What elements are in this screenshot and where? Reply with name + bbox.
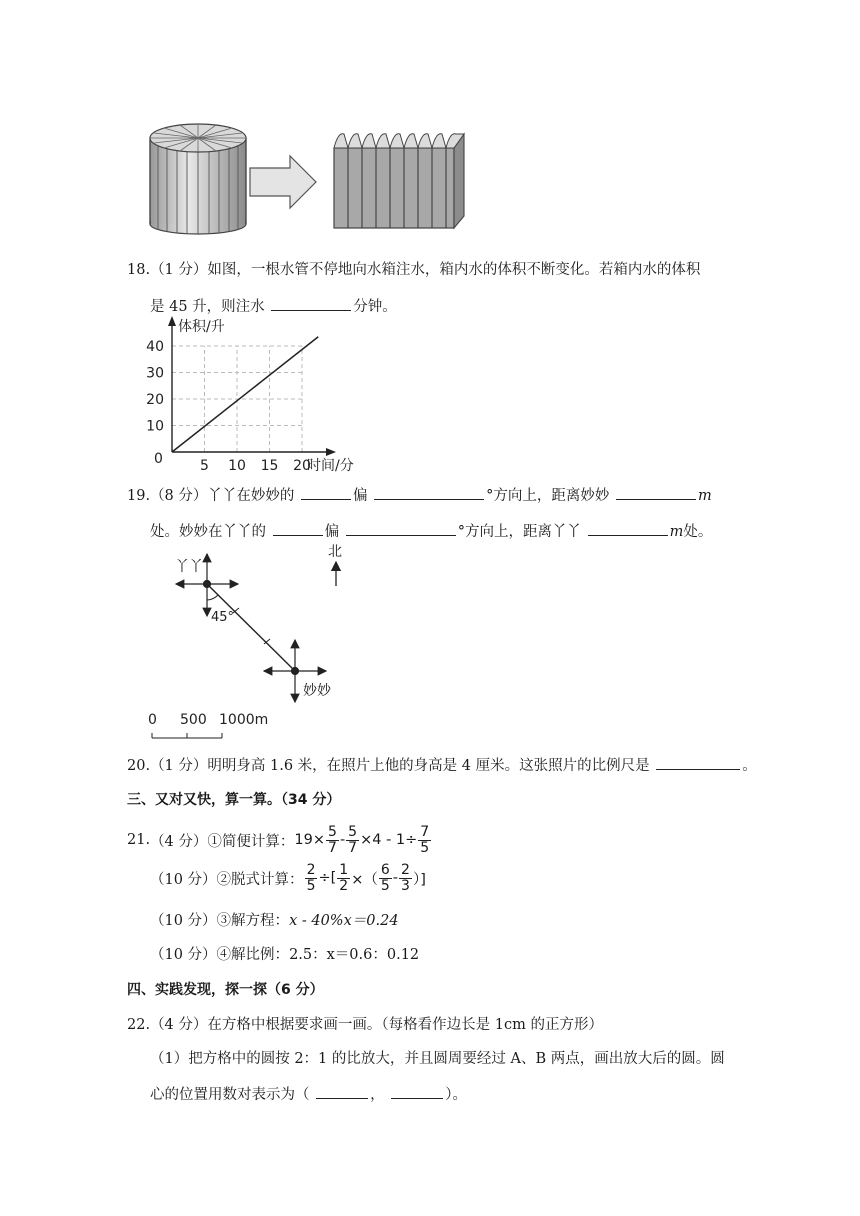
chart-series [172,337,318,452]
q19-line2-c: °方向上，距离丫丫 [457,523,581,540]
chart-xlabel: 时间/分 [307,458,354,474]
chart-x-tick-label: 10 [228,458,246,474]
q21-p2-frac1 [305,863,318,894]
q19-line2 [150,519,712,541]
north-arrow-icon [328,544,342,586]
chart-origin-label: 0 [154,451,163,467]
frac-denominator: 5 [306,877,316,894]
q19-blank-1[interactable] [301,483,351,500]
q20-line [127,753,757,775]
q19-blank-5[interactable] [346,519,456,536]
chart-y-tick-label: 20 [146,392,164,408]
q21-p2-c: - [392,870,399,886]
q22-sub1-line2-c: ）。 [445,1086,467,1103]
q20-number: 20. [127,757,151,774]
q21-p4-expr: 2.5：x＝0.6：0.12 [289,947,420,963]
chart-x-tick-label: 20 [293,458,311,474]
q22-sub1-line2-a: 心的位置用数对表示为（ [150,1086,310,1103]
frac-numerator: 7 [420,823,430,840]
chart-y-tick-label: 40 [146,339,164,355]
q19-line2-d: m [669,523,684,540]
cylinder-icon [150,124,246,234]
q21-number: 21. [127,832,151,848]
volume-time-chart [140,312,380,476]
q21-p1-frac1 [326,825,339,856]
q22-number: 22. [127,1017,151,1033]
q21-p2-d: ）] [412,871,426,888]
q22-sub1-line2-b: ， [370,1086,385,1103]
q21-p2-b: ×（ [351,871,378,888]
q21-p1-a: 19× [294,832,326,848]
q21-p1-b: - [339,832,346,848]
miaomiao-label: 妙妙 [303,683,331,699]
q21-p1-c: ×4 - 1÷ [360,832,418,848]
chart-y-tick-label: 10 [146,418,164,435]
chart-y-tick-label: 30 [146,365,164,382]
q19-blank-4[interactable] [273,519,323,536]
q22-blank-x[interactable] [316,1082,368,1099]
q18-text-line2b: 分钟。 [353,298,397,315]
frac-denominator: 5 [380,877,390,894]
frac-numerator: 5 [328,823,337,840]
q21-p2-frac2 [337,863,350,894]
frac-numerator: 1 [339,861,349,878]
q22-sub1-line2 [150,1082,467,1104]
connecting-line [207,584,295,671]
q18-text-line1: （1 分）如图，一根水管不停地向水箱注水，箱内水的体积不断变化。若箱内水的体积 [150,262,701,278]
q21-p3-expr: x - 40%x＝0.24 [289,913,399,929]
q21-part4 [150,943,419,964]
angle-label: 45° [211,610,235,625]
north-label: 北 [328,544,342,560]
section3-title: 三、又对又快，算一算。（34 分） [127,792,341,808]
frac-denominator: 3 [401,877,410,894]
q21-part3 [150,909,399,930]
q19-blank-3[interactable] [616,483,696,500]
q19-line2-b: 偏 [324,523,340,540]
q18-text-line2a: 是 45 升，则注水 [150,298,265,315]
frac-denominator: 7 [348,839,358,856]
q21-p2-label: （10 分）②脱式计算： [150,871,304,888]
q19-line2-e: 处。 [683,523,713,540]
q22-sub1-line1: （1）把方格中的圆按 2：1 的比放大，并且圆周要经过 A、B 两点，画出放大后的圆。圆 [150,1051,725,1067]
chart-ylabel: 体积/升 [178,319,225,335]
q22-blank-y[interactable] [391,1082,443,1099]
q21-part2 [150,860,426,896]
line-tick-marks [233,608,270,644]
q21-part1 [127,822,432,858]
q21-p2-frac3 [379,863,392,894]
q21-p2-a: ÷[ [318,870,337,886]
chart-y-axis-arrow [168,316,176,326]
arrow-right-icon [250,156,316,208]
frac-numerator: 2 [306,861,316,878]
chart-x-tick-label: 5 [200,458,209,474]
cylinder-to-cuboid-figure [140,110,470,236]
q22-text: （4 分）在方格中根据要求画一画。（每格看作边长是 1cm 的正方形） [150,1017,603,1033]
frac-numerator: 5 [348,823,358,840]
frac-numerator: 2 [401,861,410,878]
q19-line1-d: m [697,487,712,504]
q18-number: 18. [127,262,151,278]
frac-denominator: 7 [328,839,337,856]
q19-blank-2[interactable] [374,483,484,500]
q19-line1 [127,483,712,505]
q18-answer-blank[interactable] [271,294,351,311]
chart-x-tick-label: 15 [260,458,279,474]
q20-end: 。 [742,757,757,774]
q21-p4-label: （10 分）④解比例： [150,947,290,963]
q20-text: （1 分）明明身高 1.6 米，在照片上他的身高是 4 厘米。这张照片的比例尺是 [150,757,650,774]
q21-p1-frac3 [418,825,431,856]
angle-arc [207,595,218,600]
q19-number: 19. [127,487,151,504]
direction-map-figure [140,540,380,740]
scale-label-500: 500 [180,712,207,728]
scale-label-0: 0 [148,712,157,728]
chart-series-line [172,337,318,452]
q19-line1-b: 偏 [353,487,368,504]
q19-line1-a: （8 分）丫丫在妙妙的 [150,487,295,504]
scale-bar [152,733,222,738]
q22-line [127,1013,603,1034]
frac-numerator: 6 [380,861,390,878]
q21-p2-frac4 [399,863,412,894]
chart-x-axis-arrow [326,448,336,456]
q21-p1-label: （4 分）①简便计算： [150,833,295,850]
q19-line1-c: °方向上，距离妙妙 [486,487,610,504]
q19-blank-6[interactable] [588,519,668,536]
cuboid-icon [334,134,464,228]
section4-title: 四、实践发现，探一探（6 分） [127,982,324,998]
q21-p3-label: （10 分）③解方程： [150,913,290,929]
scale-label-1000m: 1000m [219,712,269,728]
frac-denominator: 5 [420,839,430,856]
yaya-label: 丫丫 [175,559,203,575]
q18-line1 [127,258,700,279]
q20-answer-blank[interactable] [656,753,740,770]
frac-denominator: 2 [339,877,349,894]
q19-line2-a: 处。妙妙在丫丫的 [150,523,266,540]
q21-p1-frac2 [346,825,359,856]
